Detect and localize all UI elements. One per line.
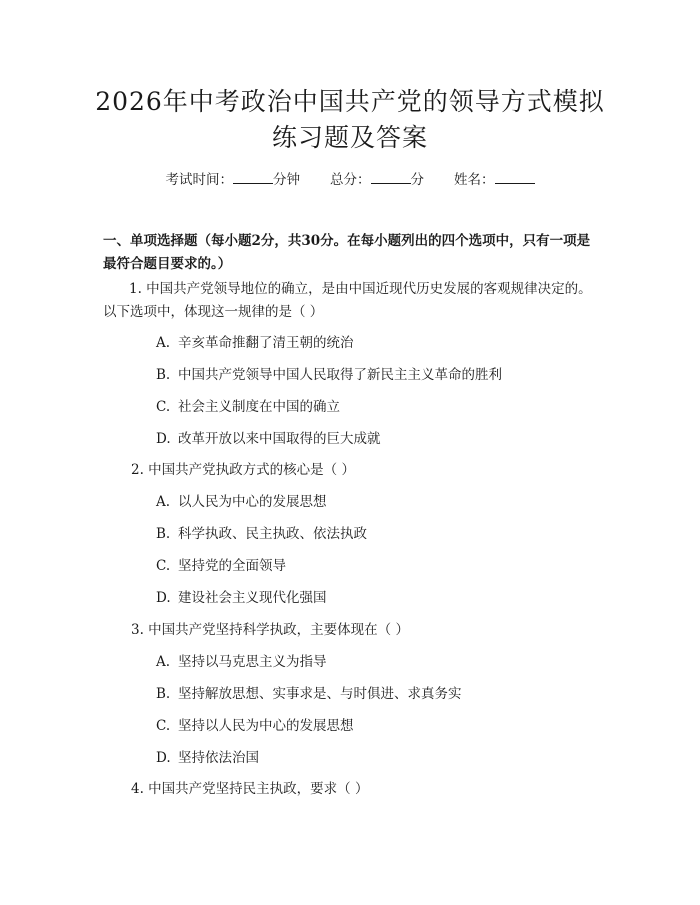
option-label: B. — [156, 367, 171, 383]
option-text: 改革开放以来中国取得的巨大成就 — [178, 431, 381, 447]
question-3-option-d — [156, 748, 259, 768]
total-score-label: 总分： — [330, 172, 371, 188]
question-1-option-d — [156, 429, 381, 449]
option-label: D. — [156, 431, 171, 447]
page-title-line-1: 2026年中考政治中国共产党的领导方式模拟 — [95, 87, 605, 116]
option-text: 坚持以马克思主义为指导 — [178, 654, 327, 670]
option-label: A. — [156, 335, 171, 351]
question-2-stem: 2. 中国共产党执政方式的核心是（ ） — [131, 462, 355, 478]
question-2-option-d — [156, 588, 327, 608]
question-1-option-b — [156, 365, 502, 385]
exam-time-field — [166, 168, 301, 188]
question-1-stem: 1. 中国共产党领导地位的确立，是由中国近现代历史发展的客观规律决定的。以下选项中，体现这一规律的是（ ） — [103, 281, 592, 320]
question-2-option-c — [156, 556, 286, 576]
option-label: D. — [156, 590, 171, 606]
question-2-option-a — [156, 492, 327, 512]
name-label: 姓名： — [454, 172, 495, 188]
question-1-option-a — [156, 333, 354, 353]
question-2-option-b — [156, 524, 367, 544]
question-4-stem: 4. 中国共产党坚持民主执政，要求（ ） — [131, 781, 369, 797]
option-label: B. — [156, 526, 171, 542]
total-score-unit: 分 — [410, 172, 424, 188]
question-1-option-c — [156, 397, 340, 417]
question-3-option-c — [156, 716, 354, 736]
exam-time-label: 考试时间： — [165, 172, 233, 188]
total-score-field — [330, 168, 424, 188]
name-blank — [495, 171, 535, 184]
option-text: 科学执政、民主执政、依法执政 — [178, 526, 367, 542]
option-text: 辛亥革命推翻了清王朝的统治 — [178, 335, 354, 351]
option-text: 坚持依法治国 — [178, 750, 259, 766]
option-text: 以人民为中心的发展思想 — [178, 494, 327, 510]
total-score-blank — [371, 171, 411, 184]
option-text: 坚持解放思想、实事求是、与时俱进、求真务实 — [178, 686, 462, 702]
exam-time-unit: 分钟 — [273, 172, 300, 188]
option-label: A. — [156, 494, 171, 510]
option-text: 中国共产党领导中国人民取得了新民主主义革命的胜利 — [178, 367, 502, 383]
option-text: 社会主义制度在中国的确立 — [178, 399, 340, 415]
question-3-option-a — [156, 652, 327, 672]
question-3-stem: 3. 中国共产党坚持科学执政，主要体现在（ ） — [131, 622, 409, 638]
option-text: 坚持以人民为中心的发展思想 — [178, 718, 354, 734]
option-label: C. — [156, 399, 171, 415]
exam-time-blank — [233, 171, 273, 184]
question-3-option-b — [156, 684, 462, 704]
option-label: B. — [156, 686, 171, 702]
option-label: C. — [156, 718, 171, 734]
exam-info-row — [0, 168, 700, 188]
option-text: 建设社会主义现代化强国 — [178, 590, 327, 606]
option-label: A. — [156, 654, 171, 670]
name-field — [454, 168, 535, 188]
page-title-line-2: 练习题及答案 — [271, 123, 428, 152]
option-label: D. — [156, 750, 171, 766]
section-heading: 一、单项选择题（每小题2分，共30分。在每小题列出的四个选项中，只有一项是最符合题目要求的。） — [103, 233, 591, 272]
option-text: 坚持党的全面领导 — [178, 558, 286, 574]
option-label: C. — [156, 558, 171, 574]
